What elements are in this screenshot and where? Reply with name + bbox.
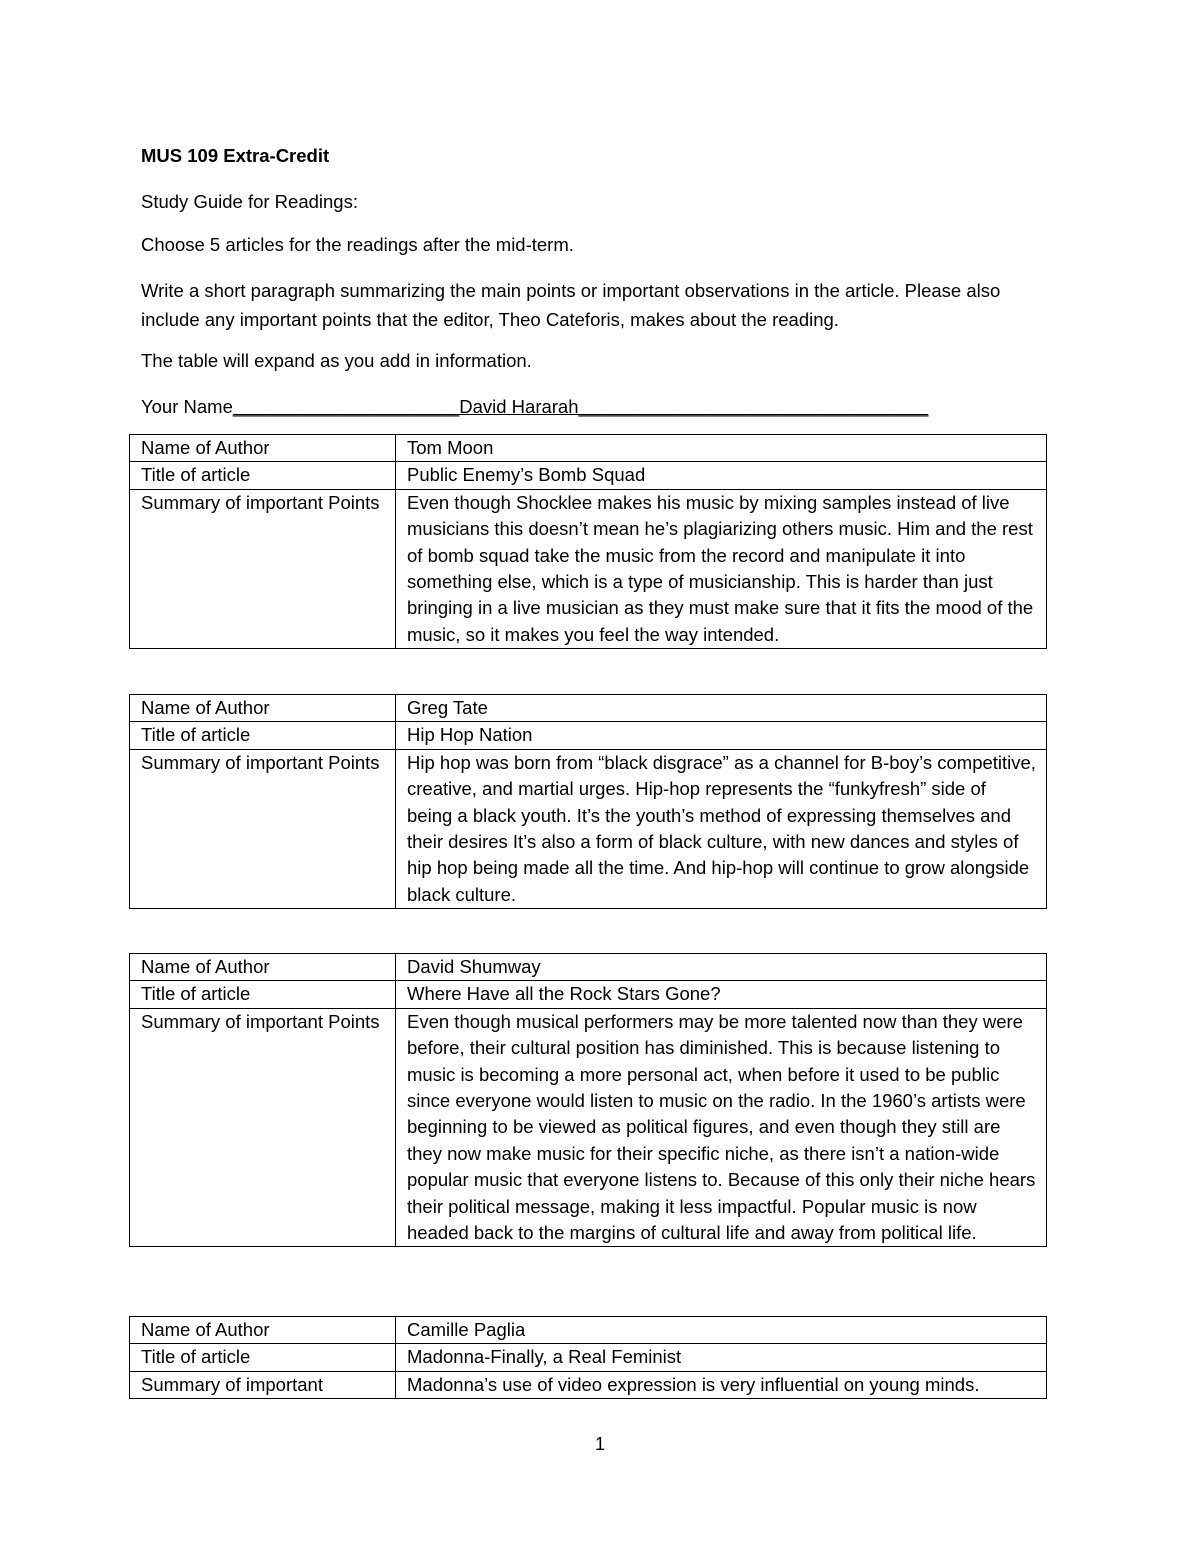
name-underline-after: __________________________________ bbox=[578, 396, 929, 417]
table-row bbox=[130, 722, 1047, 749]
table-row bbox=[130, 749, 1047, 908]
author-value: Tom Moon bbox=[396, 435, 1047, 462]
reading-table-4 bbox=[129, 1316, 1047, 1399]
summary-value: Hip hop was born from “black disgrace” as a channel for B-boy’s competitive, creative, and martial urges. Hip-hop represents the “funkyfresh” side of being a black youth. It’s the youth’s method of expressing themselves and their desires It’s also a form of black culture, with new dances and styles of hip hop being made all the time. And hip-hop will continue to grow alongside black culture. bbox=[396, 749, 1047, 908]
instruction-write: Write a short paragraph summarizing the main points or important observations in the article. Please also include any important points that the editor, Theo Cateforis, makes about the reading. bbox=[141, 280, 1001, 330]
instruction-choose: Choose 5 articles for the readings after the mid-term. bbox=[141, 234, 574, 255]
title-label: Title of article bbox=[130, 1344, 396, 1371]
document-title: MUS 109 Extra-Credit bbox=[141, 145, 330, 166]
summary-label: Summary of important Points bbox=[130, 749, 396, 908]
title-value: Hip Hop Nation bbox=[396, 722, 1047, 749]
table-row bbox=[130, 981, 1047, 1008]
title-label: Title of article bbox=[130, 462, 396, 489]
table-row bbox=[130, 1317, 1047, 1344]
author-label: Name of Author bbox=[130, 435, 396, 462]
summary-value: Madonna’s use of video expression is very influential on young minds. bbox=[396, 1371, 1047, 1398]
document-subtitle: Study Guide for Readings: bbox=[141, 191, 358, 212]
reading-table-1 bbox=[129, 434, 1047, 649]
author-value: David Shumway bbox=[396, 954, 1047, 981]
table-row bbox=[130, 489, 1047, 648]
table-row bbox=[130, 954, 1047, 981]
page-number: 1 bbox=[594, 1434, 605, 1454]
summary-value: Even though musical performers may be more talented now than they were before, their cultural position has diminished. This is because listening to music is becoming a more personal act, when before it used to be public since everyone would listen to music on the radio. In the 1960’s artists were beginning to be viewed as political figures, and even though they still are they now make music for their specific niche, as there isn’t a nation-wide popular music that everyone listens to. Because of this only their niche hears their political message, making it less impactful. Popular music is now headed back to the margins of cultural life and away from political life. bbox=[396, 1008, 1047, 1247]
summary-label: Summary of important Points bbox=[130, 1008, 396, 1247]
author-value: Camille Paglia bbox=[396, 1317, 1047, 1344]
name-underline-before: ______________________ bbox=[232, 396, 460, 417]
summary-label: Summary of important bbox=[130, 1371, 396, 1398]
reading-table-3 bbox=[129, 953, 1047, 1247]
author-label: Name of Author bbox=[130, 1317, 396, 1344]
title-label: Title of article bbox=[130, 722, 396, 749]
title-label: Title of article bbox=[130, 981, 396, 1008]
instruction-table: The table will expand as you add in information. bbox=[141, 350, 532, 371]
author-label: Name of Author bbox=[130, 954, 396, 981]
author-label: Name of Author bbox=[130, 695, 396, 722]
title-value: Public Enemy’s Bomb Squad bbox=[396, 462, 1047, 489]
title-value: Where Have all the Rock Stars Gone? bbox=[396, 981, 1047, 1008]
title-value: Madonna-Finally, a Real Feminist bbox=[396, 1344, 1047, 1371]
table-row bbox=[130, 1371, 1047, 1398]
summary-label: Summary of important Points bbox=[130, 489, 396, 648]
student-name-line bbox=[141, 393, 928, 420]
student-name: David Hararah bbox=[459, 396, 579, 417]
table-row bbox=[130, 695, 1047, 722]
table-row bbox=[130, 1344, 1047, 1371]
author-value: Greg Tate bbox=[396, 695, 1047, 722]
reading-table-2 bbox=[129, 694, 1047, 909]
summary-value: Even though Shocklee makes his music by mixing samples instead of live musicians this doesn’t mean he’s plagiarizing others music. Him and the rest of bomb squad take the music from the record and manipulate it into something else, which is a type of musicianship. This is harder than just bringing in a live musician as they must make sure that it fits the mood of the music, so it makes you feel the way intended. bbox=[396, 489, 1047, 648]
table-row bbox=[130, 435, 1047, 462]
student-name-label: Your Name bbox=[141, 396, 233, 417]
table-row bbox=[130, 1008, 1047, 1247]
table-row bbox=[130, 462, 1047, 489]
